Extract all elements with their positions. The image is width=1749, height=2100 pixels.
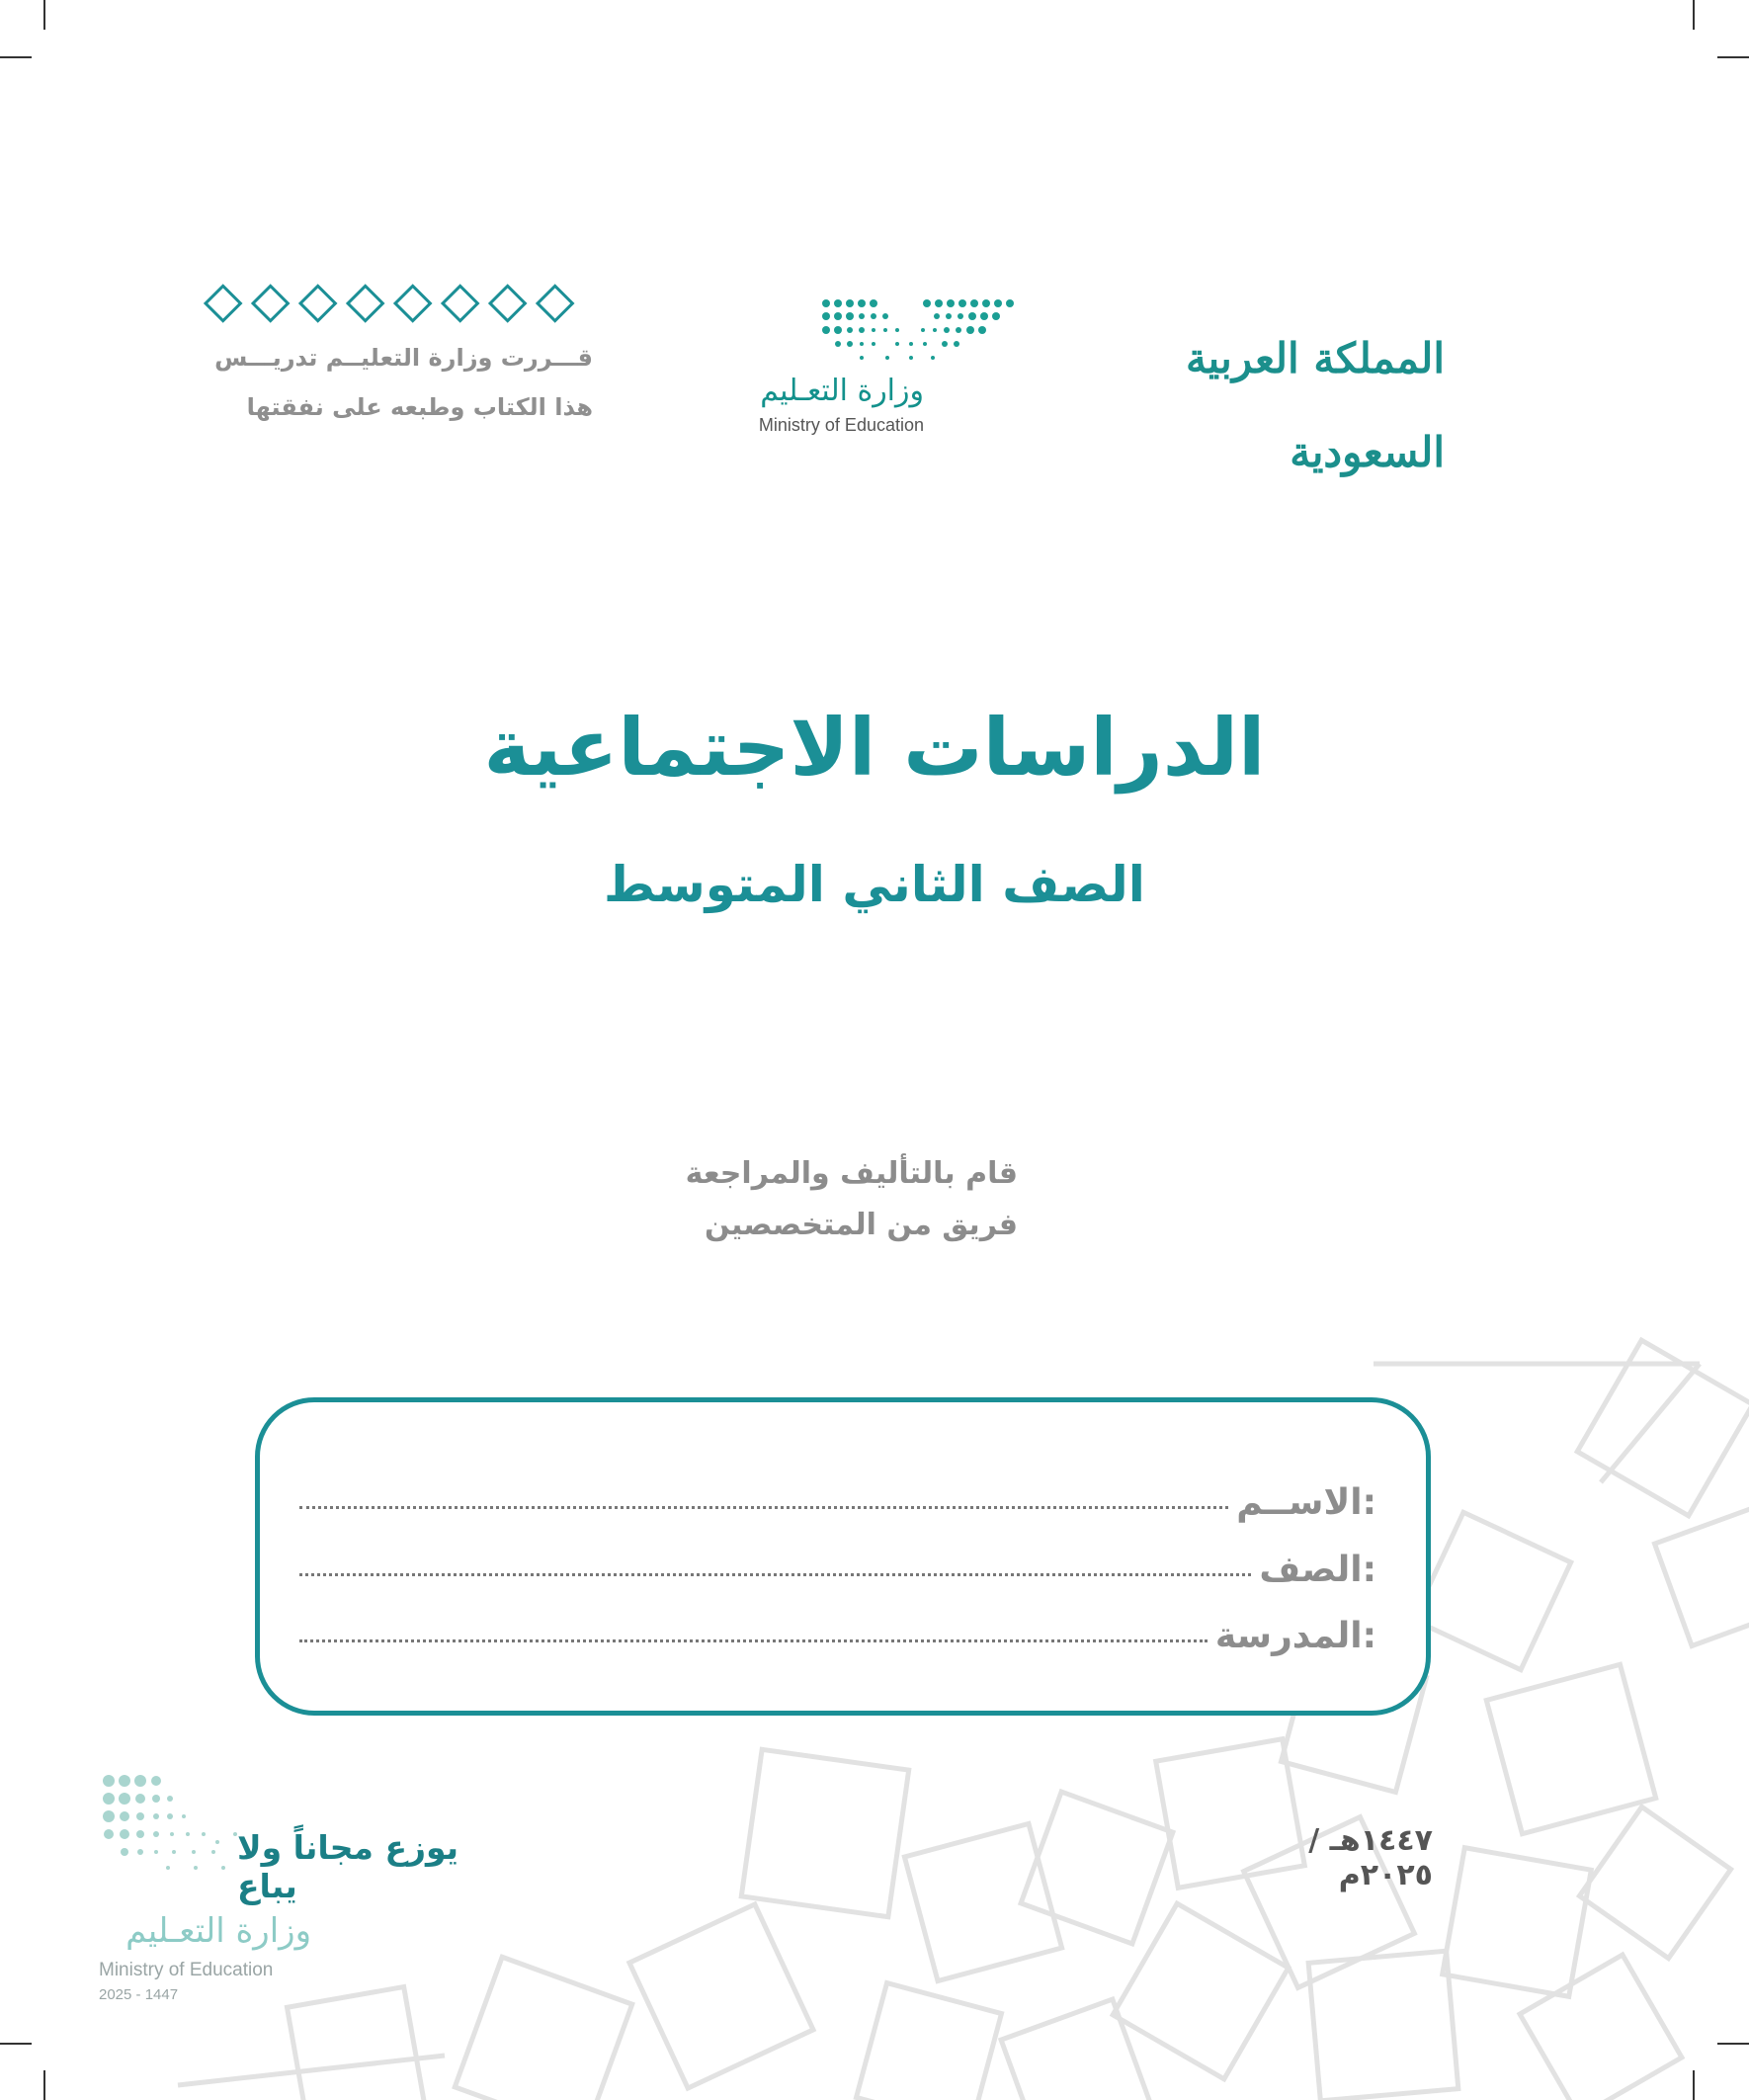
grade-row [299,1531,1376,1590]
authors-line-2: فريق من المتخصصين [705,1208,1018,1242]
crop-mark [1693,0,1695,30]
ministry-arabic-name-bottom: وزارة التعـليم [125,1911,311,1951]
school-row [299,1597,1376,1656]
school-field[interactable] [299,1638,1208,1642]
school-label: المدرسة: [1214,1616,1376,1656]
student-info-box [255,1397,1431,1716]
diamond-row-decoration [203,283,593,324]
crop-mark [1717,56,1749,58]
grade-field[interactable] [299,1572,1251,1576]
year-label: 2025 - 1447 [99,1986,179,2003]
decree-line-2: هذا الكتاب وطبعه على نفقتها [246,393,593,421]
book-title: الدراسات الاجتماعية [483,702,1266,794]
grade-subtitle: الصف الثاني المتوسط [604,856,1145,913]
crop-mark [0,56,32,58]
grade-label: الصف: [1259,1550,1376,1590]
name-field[interactable] [299,1505,1228,1509]
ministry-of-education-logo-bottom [99,1763,267,1891]
name-label: الاســم: [1236,1482,1376,1523]
kingdom-calligraphy-logo: المملكة العربية السعودية [1185,334,1445,476]
free-distribution-notice: يوزع مجاناً ولا يباع [237,1828,459,1905]
ministry-english-name: Ministry of Education [758,415,924,435]
ministry-english-name-bottom: Ministry of Education [99,1960,274,1980]
decree-line-1: قـــررت وزارة التعليــم تدريـــس [214,344,593,372]
crop-mark [43,0,45,30]
authors-line-1: قام بالتأليف والمراجعة [685,1156,1018,1191]
ministry-arabic-name: وزارة التعـليم [760,374,924,408]
name-row [299,1464,1376,1523]
publication-date: ١٤٤٧هـ / ٢٠٢٥م [1308,1823,1433,1892]
